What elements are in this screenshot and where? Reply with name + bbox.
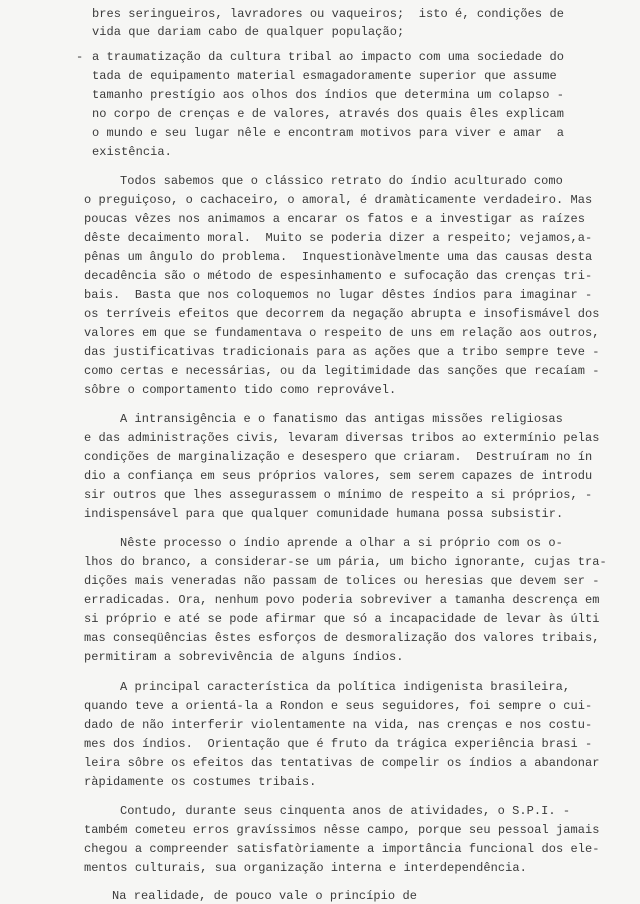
text-line: A principal característica da política indigenista brasileira,	[120, 680, 571, 694]
text-line: existência.	[92, 145, 172, 159]
text-line: dado de não interferir violentamente na vida, nas crenças e nos costu-	[84, 718, 593, 732]
text-line: como certas e necessárias, ou da legitimidade das sanções que recaíam -	[84, 364, 600, 378]
text-line: mas conseqüências êstes esforços de desmoralização dos valores tribais,	[84, 631, 600, 645]
text-line: A intransigência e o fanatismo das antigas missões religiosas	[120, 412, 563, 426]
text-line: mentos culturais, sua organização interna e interdependência.	[84, 861, 527, 875]
bullet-marker: -	[76, 50, 84, 64]
text-line: no corpo de crenças e de valores, através dos quais êles explicam	[92, 107, 564, 121]
text-line: vida que dariam cabo de qualquer população;	[92, 25, 405, 39]
text-line: também cometeu erros gravíssimos nêsse campo, porque seu pessoal jamais	[84, 823, 600, 837]
text-line: Na realidade, de pouco vale o princípio de	[112, 889, 417, 903]
text-line: leira sôbre os efeitos das tentativas de compelir os índios a abandonar	[84, 756, 600, 770]
text-line: bais. Basta que nos coloquemos no lugar dêstes índios para imaginar -	[84, 288, 593, 302]
text-line: das justificativas tradicionais para as ações que a tribo sempre teve -	[84, 345, 600, 359]
text-line: permitiram a sobrevivência de alguns índios.	[84, 650, 404, 664]
text-line: indispensável para que qualquer comunidade humana possa subsistir.	[84, 507, 564, 521]
text-line: pênas um ângulo do problema. Inquestionàvelmente uma das causas desta	[84, 250, 593, 264]
text-line: ràpidamente os costumes tribais.	[84, 775, 317, 789]
text-line: bres seringueiros, lavradores ou vaqueiros; isto é, condições de	[92, 7, 564, 21]
text-line: sir outros que lhes assegurassem o mínimo de respeito a si próprios, -	[84, 488, 593, 502]
text-line: a traumatização da cultura tribal ao impacto com uma sociedade do	[92, 50, 564, 64]
text-line: Todos sabemos que o clássico retrato do índio aculturado como	[120, 174, 563, 188]
text-line: erradicadas. Ora, nenhum povo poderia sobreviver a tamanha descrença em	[84, 593, 600, 607]
text-line: poucas vêzes nos animamos a encarar os fatos e a investigar as raízes	[84, 212, 586, 226]
text-line: Contudo, durante seus cinquenta anos de atividades, o S.P.I. -	[120, 804, 571, 818]
text-line: condições de marginalização e desespero que criaram. Destruíram no ín	[84, 450, 593, 464]
text-line: decadência são o método de espesinhamento e sufocação das crenças tri-	[84, 269, 593, 283]
text-line: sôbre o comportamento tido como reprovável.	[84, 383, 397, 397]
text-line: o preguiçoso, o cachaceiro, o amoral, é dramàticamente verdadeiro. Mas	[84, 193, 593, 207]
text-line: os terríveis efeitos que decorrem da negação abrupta e insofismável dos	[84, 307, 600, 321]
text-line: mes dos índios. Orientação que é fruto da trágica experiência brasi -	[84, 737, 593, 751]
text-line: o mundo e seu lugar nêle e encontram motivos para viver e amar a	[92, 126, 564, 140]
text-line: dêste decaimento moral. Muito se poderia dizer a respeito; vejamos,a-	[84, 231, 593, 245]
text-line: dio a confiança em seus próprios valores, sem serem capazes de introdu	[84, 469, 593, 483]
text-line: tamanho prestígio aos olhos dos índios que determina um colapso -	[92, 88, 564, 102]
text-line: chegou a compreender satisfatòriamente a importância funcional dos ele-	[84, 842, 600, 856]
text-line: valores em que se fundamentava o respeito de uns em relação aos outros,	[84, 326, 600, 340]
text-line: e das administrações civis, levaram diversas tribos ao extermínio pelas	[84, 431, 600, 445]
text-line: quando teve a orientá-la a Rondon e seus seguidores, foi sempre o cui-	[84, 699, 593, 713]
text-line: tada de equipamento material esmagadoramente superior que assume	[92, 69, 557, 83]
text-line: lhos do branco, a considerar-se um pária, um bicho ignorante, cujas tra-	[84, 555, 607, 569]
text-line: dições mais veneradas não passam de tolices ou heresias que devem ser -	[84, 574, 600, 588]
text-line: si próprio e até se pode afirmar que só a incapacidade de levar às últi	[84, 612, 600, 626]
text-line: Nêste processo o índio aprende a olhar a si próprio com os o-	[120, 536, 563, 550]
